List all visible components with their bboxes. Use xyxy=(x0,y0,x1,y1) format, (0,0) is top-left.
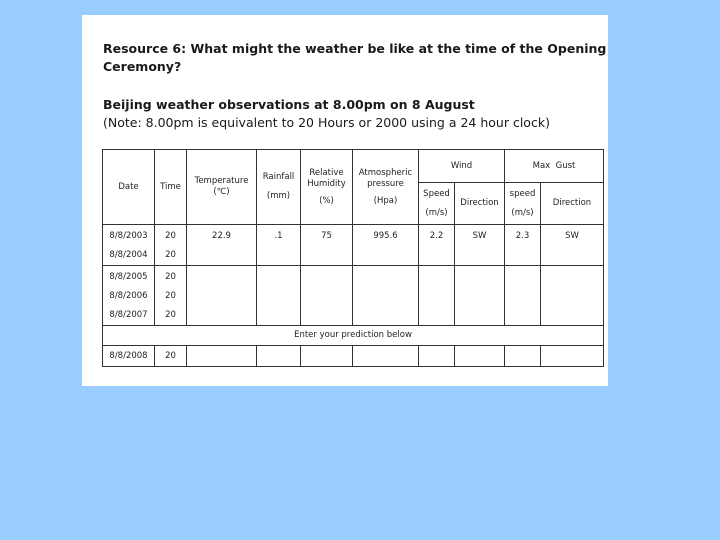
group1-temperature[interactable]: 22.9 xyxy=(187,225,257,266)
resource-title-line2: Ceremony? xyxy=(103,59,182,74)
header-wind-speed: Speed (m/s) xyxy=(419,183,455,225)
prediction-pressure-cell[interactable] xyxy=(353,346,419,367)
group2-pressure-cell[interactable] xyxy=(353,266,419,326)
time-cell: 20 xyxy=(165,250,176,260)
weather-observations-table xyxy=(102,149,604,367)
date-cell: 8/8/2005 xyxy=(109,272,148,282)
header-date: Date xyxy=(103,150,155,225)
group1-dates xyxy=(103,225,155,266)
prediction-wind-direction-cell[interactable] xyxy=(455,346,505,367)
group2-wind-speed-cell[interactable] xyxy=(419,266,455,326)
group1-gust-speed[interactable]: 2.3 xyxy=(505,225,541,266)
header-humidity: Relative Humidity (%) xyxy=(301,150,353,225)
prediction-gust-direction-cell[interactable] xyxy=(541,346,604,367)
prediction-humidity-cell[interactable] xyxy=(301,346,353,367)
observations-subtitle: Beijing weather observations at 8.00pm on 8 August xyxy=(103,97,475,112)
group1-gust-direction[interactable]: SW xyxy=(541,225,604,266)
prediction-wind-speed-cell[interactable] xyxy=(419,346,455,367)
group1-wind-speed[interactable]: 2.2 xyxy=(419,225,455,266)
prediction-gust-speed-cell[interactable] xyxy=(505,346,541,367)
prediction-time: 20 xyxy=(155,346,187,367)
prediction-label-row xyxy=(103,326,604,346)
table-row-group-2 xyxy=(103,266,604,326)
group2-wind-direction-cell[interactable] xyxy=(455,266,505,326)
time-cell: 20 xyxy=(165,272,176,282)
group2-gust-speed-cell[interactable] xyxy=(505,266,541,326)
group2-times xyxy=(155,266,187,326)
date-cell: 8/8/2003 xyxy=(109,231,148,241)
header-wind-direction: Direction xyxy=(455,183,505,225)
group1-pressure[interactable]: 995.6 xyxy=(353,225,419,266)
group1-times xyxy=(155,225,187,266)
date-cell: 8/8/2004 xyxy=(109,250,148,260)
group1-humidity[interactable]: 75 xyxy=(301,225,353,266)
header-rainfall: Rainfall (mm) xyxy=(257,150,301,225)
group1-wind-direction[interactable]: SW xyxy=(455,225,505,266)
header-row-1 xyxy=(103,150,604,183)
time-cell: 20 xyxy=(165,291,176,301)
prediction-temperature-cell[interactable] xyxy=(187,346,257,367)
time-cell: 20 xyxy=(165,231,176,241)
group2-humidity-cell[interactable] xyxy=(301,266,353,326)
prediction-date: 8/8/2008 xyxy=(103,346,155,367)
resource-sheet xyxy=(82,15,608,386)
group2-rainfall-cell[interactable] xyxy=(257,266,301,326)
group1-rainfall[interactable]: .1 xyxy=(257,225,301,266)
resource-title-line1: Resource 6: What might the weather be like at the time of the Opening xyxy=(103,41,607,56)
prediction-rainfall-cell[interactable] xyxy=(257,346,301,367)
group2-gust-direction-cell[interactable] xyxy=(541,266,604,326)
header-gust-speed: speed (m/s) xyxy=(505,183,541,225)
time-cell: 20 xyxy=(165,310,176,320)
prediction-row xyxy=(103,346,604,367)
table-row-group-1 xyxy=(103,225,604,266)
header-wind: Wind xyxy=(419,150,505,183)
time-note: (Note: 8.00pm is equivalent to 20 Hours or 2000 using a 24 hour clock) xyxy=(103,115,550,130)
group2-dates xyxy=(103,266,155,326)
date-cell: 8/8/2006 xyxy=(109,291,148,301)
header-pressure: Atmospheric pressure (Hpa) xyxy=(353,150,419,225)
header-time: Time xyxy=(155,150,187,225)
header-gust-direction: Direction xyxy=(541,183,604,225)
group2-temperature-cell[interactable] xyxy=(187,266,257,326)
prediction-label: Enter your prediction below xyxy=(103,326,604,346)
header-temperature: Temperature (℃) xyxy=(187,150,257,225)
date-cell: 8/8/2007 xyxy=(109,310,148,320)
header-max-gust: Max Gust xyxy=(505,150,604,183)
